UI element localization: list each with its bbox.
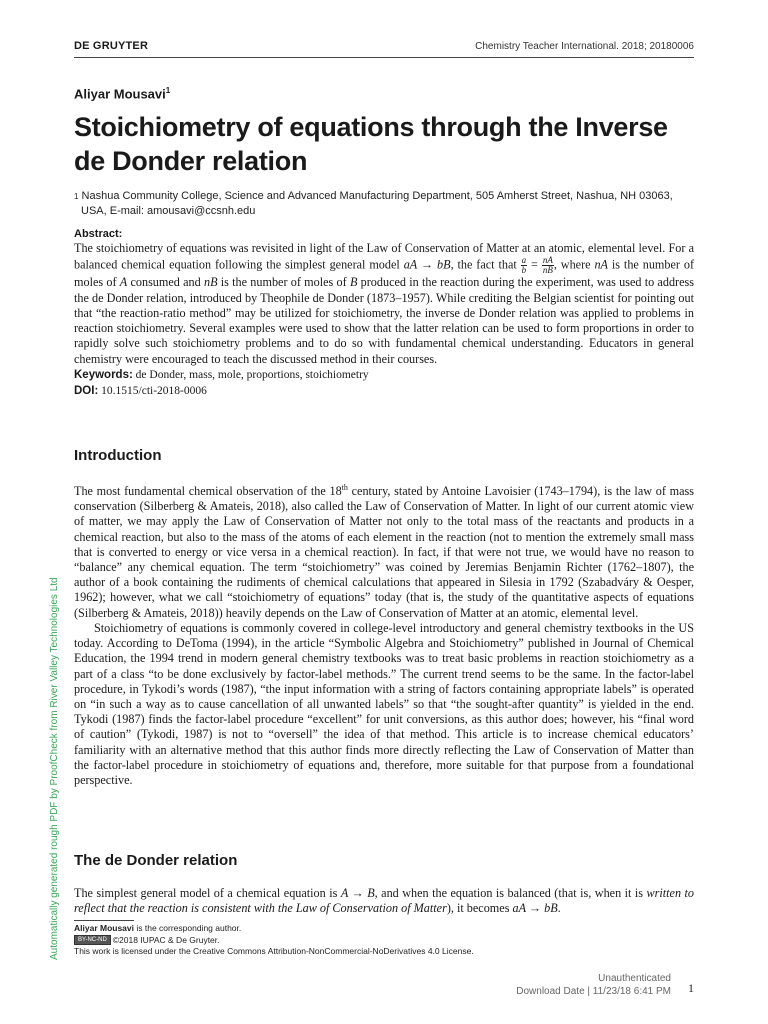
- abstract-label: Abstract:: [74, 228, 123, 240]
- intro-paragraph-2: Stoichiometry of equations is commonly covered in college-level introductory and general chemistry textbooks in the US today. According to DeToma (1994), in the article “Symbolic Algebra and Stoichiometry” published in Journal of Chemical Education, the 1994 trend in modern general chemistry textbooks was to treat basic problems in reaction stoichiometry as a part of a class “to be done exclusively by factor-label methods.” The current trend seems to be the same. In the factor-label procedure, in Tykodi’s words (1987), “the input information with a string of factors containing appropriate labels” is operated on “in such a way as to cause cancellation of all unwanted labels” so that “the sought-after quantity” is yielded in the end. Tykodi (1987) finds the factor-label procedure “excellent” for unit conversions, as this author does; however, his “final word of caution” (Tykodi, 1987) is not to “oversell” the idea of that method. This article is to increase chemical educators’ familiarity with an alternative method that this author finds more directly reflecting the Law of Conservation of Matter than the factor-label procedure in stoichiometry of equations and, therefore, more suitable for that purpose from a foundational perspective.: [74, 620, 694, 787]
- de-donder-paragraph: The simplest general model of a chemical equation is A → B, and when the equation is balanced (that is, when it is written to reflect that the reaction is consistent with the Law of Conservation of Matter), it becomes aA → bB.: [74, 886, 694, 916]
- journal-citation: Chemistry Teacher International. 2018; 20180006: [475, 41, 694, 52]
- intro-paragraph-1: The most fundamental chemical observation of the 18th century, stated by Antoine Lavoisier (1743–1794), is the law of mass conservation (Silberberg & Amateis, 2018), also called the Law of Conservation of Matter. In light of our current atomic view of matter, we may apply the Law of Conservation of Matter not only to the total mass of the reactants and products in a chemical reaction, but also to the mass of the atoms of each element in the reaction (not to mention the extremely small mass that is converted to energy or vice versa in a chemical reaction). In fact, if that were not true, we would have no reason to “balance” any chemical equation. The term “stoichiometry” was coined by Jeremias Benjamin Richter (1762–1807), the author of a book containing the rudiments of chemical calculations that appeared in Silesia in 1792 (Szabadváry & Oesper, 1962); however, what we call “stoichiometry of equations” today (that is, the study of the quantitative aspects of equations (Silberberg & Amateis, 2018)) heavily depends on the Law of Conservation of Matter at an atomic, elemental level.: [74, 483, 694, 620]
- ratio-fraction-n: $\frac{nA}{nB}$: [542, 255, 553, 276]
- ratio-fraction-ab: $\frac{a}{b}$: [521, 255, 527, 276]
- keywords-row: Keywords: de Donder, mass, mole, proportions, stoichiometry: [74, 369, 369, 382]
- doi-link[interactable]: 10.1515/cti-2018-0006: [101, 385, 207, 398]
- page-number: 1: [688, 981, 694, 995]
- paper-title: Stoichiometry of equations through the Inverse de Donder relation: [74, 112, 668, 176]
- section-heading-introduction: Introduction: [74, 447, 162, 464]
- affiliation-line-2: USA, E-mail: amousavi@ccsnh.edu: [81, 205, 256, 217]
- doi-row: DOI: 10.1515/cti-2018-0006: [74, 385, 207, 398]
- download-stamp: Unauthenticated Download Date | 11/23/18 6:41 PM: [516, 973, 671, 997]
- proof-watermark-text: Automatically generated rough PDF by ProofCheck from River Valley Technologies Ltd: [49, 577, 60, 960]
- affiliation: [74, 189, 694, 219]
- header-rule: [74, 57, 694, 58]
- copyright-line: BY-NC-ND ©2018 IUPAC & De Gruyter.: [74, 935, 694, 947]
- running-header: [74, 40, 694, 58]
- affiliation-line-1: $^1$ Nashua Community College, Science and Advanced Manufacturing Department, 505 Amherst Street, Nashua, NH 03063,: [74, 190, 673, 202]
- corresponding-author-note: Aliyar Mousavi is the corresponding author.: [74, 923, 242, 933]
- abstract-block: [74, 228, 694, 399]
- introduction-body: [74, 480, 694, 788]
- abstract-text: The stoichiometry of equations was revisited in light of the Law of Conservation of Matter at an atomic, elemental level. For a balanced chemical equation following the simplest general model aA → bB, the fact that $\frac{a}{b}$ = $\frac{nA}{nB}$ , where nA is the number of moles of A consumed and nB is the number of moles of B produced in the reaction during the experiment, was used to address the de Donder relation, introduced by Theophile de Donder (1873–1957). While crediting the Belgian scientist for pointing out that “the reaction-ratio method” may be utilized for stoichiometry, the inverse de Donder relation was applied to problems in reaction stoichiometry. Several examples were used to show that the latter relation can be used to form proportions in order to rapidly solve such stoichiometry problems and to do so with fundamental chemical understanding. Educators in general chemistry were encouraged to teach the discussed method in their courses.: [74, 241, 695, 366]
- footnote-rule: [74, 920, 134, 921]
- publisher-name: DE GRUYTER: [74, 40, 149, 52]
- author-name: Aliyar Mousavi$^1$: [74, 86, 171, 102]
- license-line: This work is licensed under the Creative Commons Attribution-NonCommercial-NoDerivatives 4.0 License.: [74, 946, 474, 956]
- cc-license-badge[interactable]: BY-NC-ND: [74, 935, 111, 945]
- de-donder-body: [74, 886, 694, 916]
- footnote-block: [74, 920, 694, 958]
- section-heading-de-donder: The de Donder relation: [74, 852, 238, 869]
